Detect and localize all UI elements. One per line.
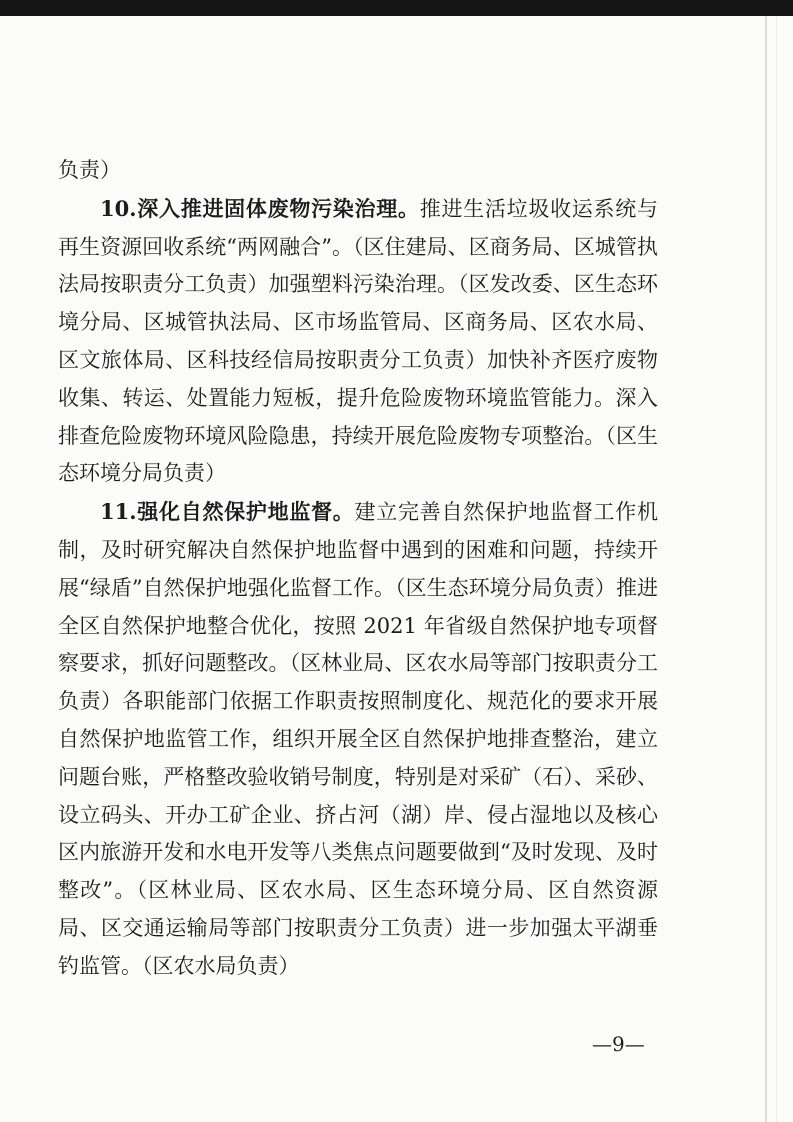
scan-right-edge — [765, 16, 767, 1122]
section-11-body: 建立完善自然保护地监督工作机制，及时研究解决自然保护地监督中遇到的困难和问题，持续开展“绿盾”自然保护地强化监督工作。（区生态环境分局负责）推进全区自然保护地整合优化，按照 2021 年省级自然保护地专项督察要求，抓好问题整改。（区林业局、区农水局等部门按职责分工负责）各职能部门依据工作职责按照制度化、规范化的要求开展自然保护地监管工作，组织开展全区自然保护地排查整治，建立问题台账，严格整改验收销号制度，特别是对采矿（石）、采砂、设立码头、开办工矿企业、挤占河（湖）岸、侵占湿地以及核心区内旅游开发和水电开发等八类焦点问题要做到“及时发现、及时整改”。（区林业局、区农水局、区生态环境分局、区自然资源局、区交通运输局等部门按职责分工负责）进一步加强太平湖垂钓监管。（区农水局负责） — [58, 500, 658, 978]
section-10-body: 推进生活垃圾收运系统与再生资源回收系统“两网融合”。（区住建局、区商务局、区城管执法局按职责分工负责）加强塑料污染治理。（区发改委、区生态环境分局、区城管执法局、区市场监管局、区商务局、区农水局、区文旅体局、区科技经信局按职责分工负责）加快补齐医疗废物收集、转运、处置能力短板，提升危险废物环境监管能力。深入排查危险废物环境风险隐患，持续开展危险废物专项整治。（区生态环境分局负责） — [58, 196, 658, 486]
section-10-heading: 10.深入推进固体废物污染治理。 — [100, 195, 420, 221]
section-11-heading: 11.强化自然保护地监督。 — [100, 499, 355, 525]
section-10-paragraph — [58, 190, 658, 493]
section-11-paragraph — [58, 493, 658, 985]
carryover-text: 负责） — [58, 158, 121, 182]
scan-right-edge-outer — [776, 16, 777, 1122]
scan-top-border — [0, 0, 793, 16]
page-number: —9— — [592, 1032, 645, 1056]
document-body — [58, 152, 658, 986]
